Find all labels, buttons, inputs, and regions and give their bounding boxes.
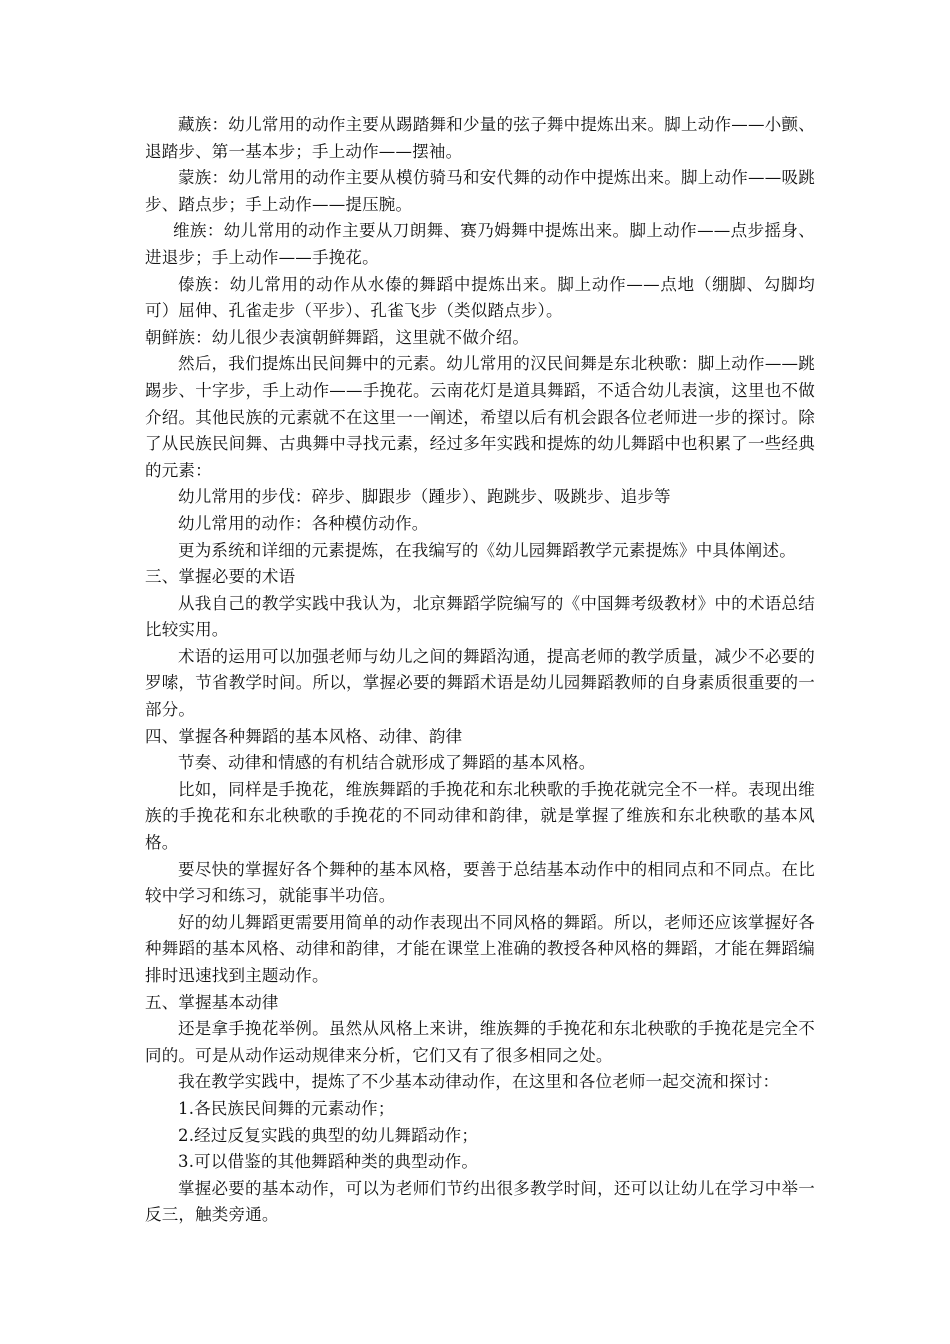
paragraph: 幼儿常用的步伐：碎步、脚跟步（踵步）、跑跳步、吸跳步、追步等 (178, 487, 671, 507)
paragraph: 从我自己的教学实践中我认为，北京舞蹈学院编写的《中国舞考级教材》中的术语总结比较实用。 (145, 593, 815, 640)
paragraph: 然后，我们提炼出民间舞中的元素。幼儿常用的汉民间舞是东北秧歌：脚上动作——跳踢步、十字步，手上动作——手挽花。云南花灯是道具舞蹈，不适合幼儿表演，这里也不做介绍。其他民族的元素就不在这里一一阐述，希望以后有机会跟各位老师进一步的探讨。除了从民族民间舞、古典舞中寻找元素，经过多年实践和提炼的幼儿舞蹈中也积累了一些经典的元素： (145, 354, 815, 480)
paragraph: 蒙族：幼儿常用的动作主要从模仿骑马和安代舞的动作中提炼出来。脚上动作——吸跳步、踏点步；手上动作——提压腕。 (145, 168, 815, 214)
paragraph: 2.经过反复实践的典型的幼儿舞蹈动作； (178, 1125, 479, 1145)
section-heading: 四、掌握各种舞蹈的基本风格、动律、韵律 (145, 726, 463, 746)
paragraph: 好的幼儿舞蹈更需要用简单的动作表现出不同风格的舞蹈。所以，老师还应该掌握好各种舞蹈的基本风格、动律和韵律，才能在课堂上准确的教授各种风格的舞蹈，才能在舞蹈编排时迅速找到主题动作。 (145, 912, 815, 985)
paragraph: 维族：幼儿常用的动作主要从刀朗舞、赛乃姆舞中提炼出来。脚上动作——点步摇身、进退步；手上动作——手挽花。 (145, 221, 815, 267)
paragraph: 1.各民族民间舞的元素动作； (178, 1098, 395, 1118)
paragraph: 3.可以借鉴的其他舞蹈种类的典型动作。 (178, 1152, 479, 1172)
paragraph: 傣族：幼儿常用的动作从水傣的舞蹈中提炼出来。脚上动作——点地（绷脚、勾脚均可）屈伸、孔雀走步（平步）、孔雀飞步（类似踏点步）。 (145, 274, 815, 321)
paragraph: 掌握必要的基本动作，可以为老师们节约出很多教学时间，还可以让幼儿在学习中举一反三，触类旁通。 (145, 1178, 815, 1225)
paragraph: 我在教学实践中，提炼了不少基本动律动作，在这里和各位老师一起交流和探讨： (178, 1072, 780, 1092)
document-body (145, 112, 815, 1229)
paragraph: 比如，同样是手挽花，维族舞蹈的手挽花和东北秧歌的手挽花就完全不一样。表现出维族的手挽花和东北秧歌的手挽花的不同动律和韵律，就是掌握了维族和东北秧歌的基本风格。 (145, 779, 815, 853)
section-heading: 五、掌握基本动律 (145, 992, 279, 1012)
paragraph: 术语的运用可以加强老师与幼儿之间的舞蹈沟通，提高老师的教学质量，减少不必要的罗嗦，节省教学时间。所以，掌握必要的舞蹈术语是幼儿园舞蹈教师的自身素质很重要的一部分。 (145, 646, 815, 720)
section-heading: 三、掌握必要的术语 (145, 567, 296, 587)
paragraph: 朝鲜族：幼儿很少表演朝鲜舞蹈，这里就不做介绍。 (145, 327, 530, 347)
paragraph: 要尽快的掌握好各个舞种的基本风格，要善于总结基本动作中的相同点和不同点。在比较中学习和练习，就能事半功倍。 (145, 859, 815, 906)
paragraph: 还是拿手挽花举例。虽然从风格上来讲，维族舞的手挽花和东北秧歌的手挽花是完全不同的。可是从动作运动规律来分析，它们又有了很多相同之处。 (145, 1019, 815, 1065)
paragraph: 更为系统和详细的元素提炼，在我编写的《幼儿园舞蹈教学元素提炼》中具体阐述。 (178, 540, 796, 560)
paragraph: 幼儿常用的动作：各种模仿动作。 (178, 513, 429, 533)
paragraph: 节奏、动律和情感的有机结合就形成了舞蹈的基本风格。 (178, 753, 596, 773)
paragraph: 藏族：幼儿常用的动作主要从踢踏舞和少量的弦子舞中提炼出来。脚上动作——小颤、退踏步、第一基本步；手上动作——摆袖。 (145, 115, 815, 161)
